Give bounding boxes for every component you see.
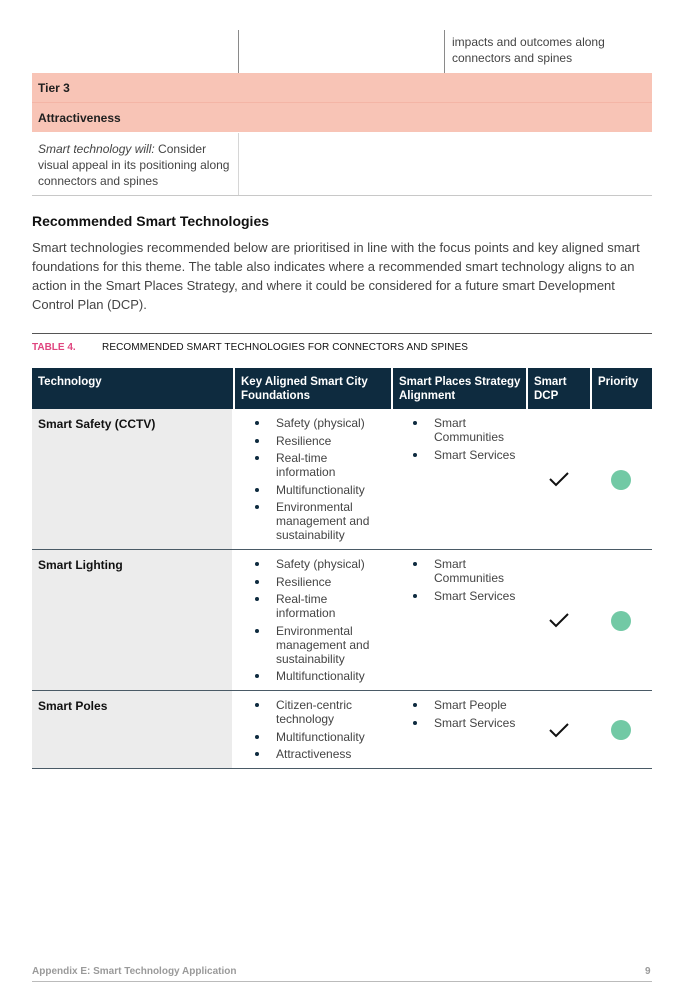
technology-cell: Smart Poles [32,691,232,768]
list-item: Environmental management and sustainability [254,624,384,666]
priority-dot [611,470,631,490]
list-item: Multifunctionality [254,730,384,744]
list-item: Multifunctionality [254,669,384,683]
header-priority: Priority [598,376,639,388]
section-paragraph: Smart technologies recommended below are prioritised in line with the focus points and key aligned smart foundations for this theme. The table also indicates where a recommended smart technology aligns to an action in the Smart Places Strategy, and where it could be considered for a future smart Development Control Plan (DCP). [32,240,640,312]
list-item: Safety (physical) [254,557,384,571]
footer-title: Appendix E: Smart Technology Application [32,966,237,977]
list-item: Environmental management and sustainability [254,500,384,542]
continued-cell-text: impacts and outcomes along connectors and spines [452,35,605,65]
header-foundations: Key Aligned Smart City Foundations [241,376,368,402]
list-item: Attractiveness [254,747,384,761]
header-dcp: Smart DCP [534,376,567,402]
alignment-list [412,698,532,733]
table-caption: RECOMMENDED SMART TECHNOLOGIES FOR CONNECTORS AND SPINES [102,342,469,353]
list-item: Smart Services [412,448,532,462]
attribute-text: Consider visual appeal in its positioning along connectors and spines [38,142,230,188]
table-row [32,691,652,769]
recommended-technologies-table [32,368,652,769]
header-alignment: Smart Places Strategy Alignment [399,376,521,402]
page-number: 9 [645,966,651,977]
foundations-list [254,557,384,687]
list-item: Resilience [254,575,384,589]
list-item: Multifunctionality [254,483,384,497]
column-divider [238,133,239,195]
section-title: Recommended Smart Technologies [32,213,270,229]
table-row [32,409,652,550]
attribute-band: Attractiveness [32,103,652,132]
alignment-list [412,416,532,465]
list-item: Smart Communities [412,557,532,585]
alignment-list [412,557,532,606]
check-icon [548,471,570,487]
list-item: Real-time information [254,592,384,620]
priority-dot [611,720,631,740]
column-divider [444,30,445,73]
caption-rule [32,333,652,334]
attribute-prefix: Smart technology will: [38,142,155,156]
attribute-description [38,141,238,189]
column-divider [238,30,239,73]
technology-cell: Smart Lighting [32,550,232,690]
list-item: Real-time information [254,451,384,479]
table-number: TABLE 4. [32,342,76,353]
attribute-cell [32,133,652,196]
list-item: Smart People [412,698,532,712]
list-item: Citizen-centric technology [254,698,384,726]
check-icon [548,722,570,738]
list-item: Smart Communities [412,416,532,444]
list-item: Resilience [254,434,384,448]
foundations-list [254,698,384,765]
priority-dot [611,611,631,631]
continued-row [32,30,652,73]
foundations-list [254,416,384,546]
table-header [32,368,652,409]
list-item: Smart Services [412,589,532,603]
continued-table [32,30,652,188]
list-item: Smart Services [412,716,532,730]
footer-rule [32,981,652,982]
table-row [32,550,652,691]
list-item: Safety (physical) [254,416,384,430]
technology-cell: Smart Safety (CCTV) [32,409,232,549]
tier-band: Tier 3 [32,73,652,102]
header-technology: Technology [38,376,102,388]
check-icon [548,612,570,628]
